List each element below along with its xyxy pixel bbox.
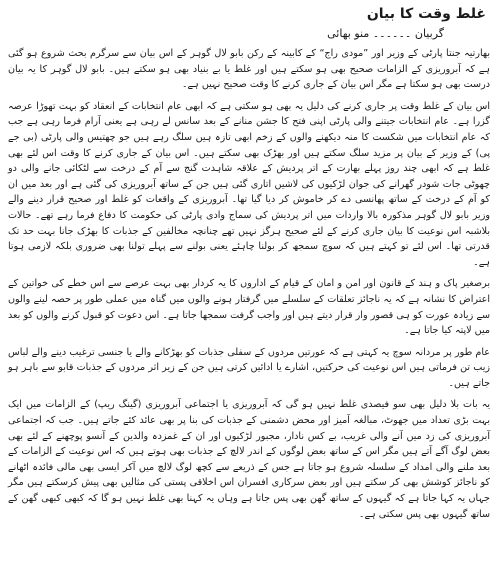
paragraph: عام طور پر مردانہ سوچ یہ کہتی ہے کہ عورتیں مردوں کے سفلی جذبات کو بھڑکانے والے یا جنسی ترغیب دینے والے لباس زیب تن فرماتی ہیں اس نوعیت کی حرکتیں، اشارے یا ادائیں کرتی ہیں جن کے زیر اثر مردوں کے جذبات قابو سے باہر ہو جاتے ہیں۔: [8, 346, 490, 389]
paragraph: بھارتیہ جنتا پارٹی کے وزیر اور ”مودی راج“ کے کابینہ کے رکن بابو لال گوہر کے اس بیان سے سرگرم بحث شروع ہو گئی ہے کہ آبروریزی کے الزامات صحیح بھی ہو سکتے ہیں اور غلط یا بے بنیاد بھی ہو سکتے ہیں۔ بابو لال گوہر کا یہ بیان درست بھی ہو سکتا ہے مگر اس بیان کے جاری کرنے کا وقت صحیح نہیں ہے۔: [8, 48, 490, 91]
paragraph: اس بیان کے غلط وقت پر جاری کرنے کی دلیل یہ بھی ہو سکتی ہے کہ ابھی عام انتخابات کے انعقاد کو بہت تھوڑا عرصہ گزرا ہے۔ عام انتخابات جیتنے والی پارٹی اپنی فتح کا جشن منانے کے بعد سانس لے رہی ہے یعنی آرام فرما رہی ہے جب کہ عام انتخابات میں شکست کا منہ دیکھنے والوں کے زخم ابھی تازہ ہیں سلگ رہے ہیں جو چھتیس والی پارٹی (بی جے پی) کے وزیر کے بیان پر مزید سلگ سکتے ہیں اور بھڑک بھی سکتے ہیں۔ اس بیان کے جاری کرنے کا وقت اس لئے بھی غلط ہے کہ ابھی چند روز پہلے بھارت کے اتر پردیش کے علاقہ شاہدت گنج سے آم کے درخت سے لٹکائی جانے والی دو چھوٹی جات شودر گھرانے کی جوان لڑکیوں کی لاشیں اتاری گئی ہیں جن کے ساتھ آبروریزی کی گئی ہے اور بعد میں ان کو آم کے درخت کے ساتھ پھانسی دے کر خاموش کر دیا گیا تھا۔ آبروریزی کے واقعات کو غلط اور صحیح قرار دینے والے وزیر بابو لال گوہر مذکورہ بالا واردات میں اتر پردیش کی سماج وادی پارٹی کی حکومت کا دفاع فرما رہے تھے۔ حالات بلاشبہ اس نوعیت کا بیان جاری کرنے کے لئے صحیح ہرگز نہیں تھے چنانچہ مخالفین کے جذبات کا بھڑک جانا بہت حد تک قدرتی تھا۔ اس لئے تو کہتے ہیں کہ سوچ سمجھ کر بولنا چاہئے یعنی بولنے سے پہلے تولنا بھی ضروری بلکہ لازمی ہوتا ہے۔: [8, 100, 490, 268]
paragraph: یہ بات بلا دلیل بھی سو فیصدی غلط نہیں ہو گی کہ آبروریزی یا اجتماعی آبروریزی (گینگ ریپ) کے الزامات میں ایک بہت بڑی تعداد میں جھوٹ، مبالغہ آمیز اور محض دشمنی کے جذبات کی بنا پر بھی عائد کئے جاتے ہیں۔ جب کہ اجتماعی آبروریزی کی زد میں آنے والی غریب، بے کس نادار، مجبور لڑکیوں اور ان کے غمزدہ والدین کے آنسو پوچھنے کے لئے بھی بعض لوگ آگے آتے ہیں مگر اس کے ساتھ بعض لوگوں کے اندر لالچ کے جذبات بھی ہوتے ہیں کہ اس نوعیت کے الزامات کے بعد ملنے والی امداد کے سلسلہ شروع ہو جاتا ہے جس کے ذریعے سے کچھ لوگ لالچ میں آکر ایسی بھی مالی فائدہ اٹھانے کو ناجائز کوشش بھی کر سکتے ہیں اور بعض سرکاری افسران اس اخلاقی پستی کی مثالیں بھی پیش کرسکتے ہیں مگر جہاں یہ کہا جاتا ہے کہ گیہوں کے ساتھ گھن بھی پس جاتا ہے وہاں یہ کہنا بھی غلط نہیں ہو گا کہ کبھی کبھی گھن کے ساتھ گیہوں بھی پس سکتی ہے۔: [8, 399, 490, 520]
article-title: غلط وقت کا بیان: [366, 6, 486, 22]
paragraph: برصغیر پاک و ہند کے قانون اور امن و امان کے قیام کے اداروں کا یہ کردار بھی بہت عرصے سے اس خطے کی خواتین کے اعتراض کا نشانہ ہے کہ یہ ناجائز تعلقات کے سلسلے میں گرفتار ہونے والوں میں گناہ میں عملی طور پر حصہ لینے والوں سے زیادہ عورت کو ہی قصور وار قرار دیتے ہیں اور واجب گرفت سمجھا جاتا ہے۔ اس دعوت کو قبول کرنے والوں کو بعد میں لاپتہ کیا جاتا ہے۔: [8, 278, 490, 337]
article-byline: گربیان ۔۔۔۔۔۔ منو بھائی: [327, 27, 444, 40]
